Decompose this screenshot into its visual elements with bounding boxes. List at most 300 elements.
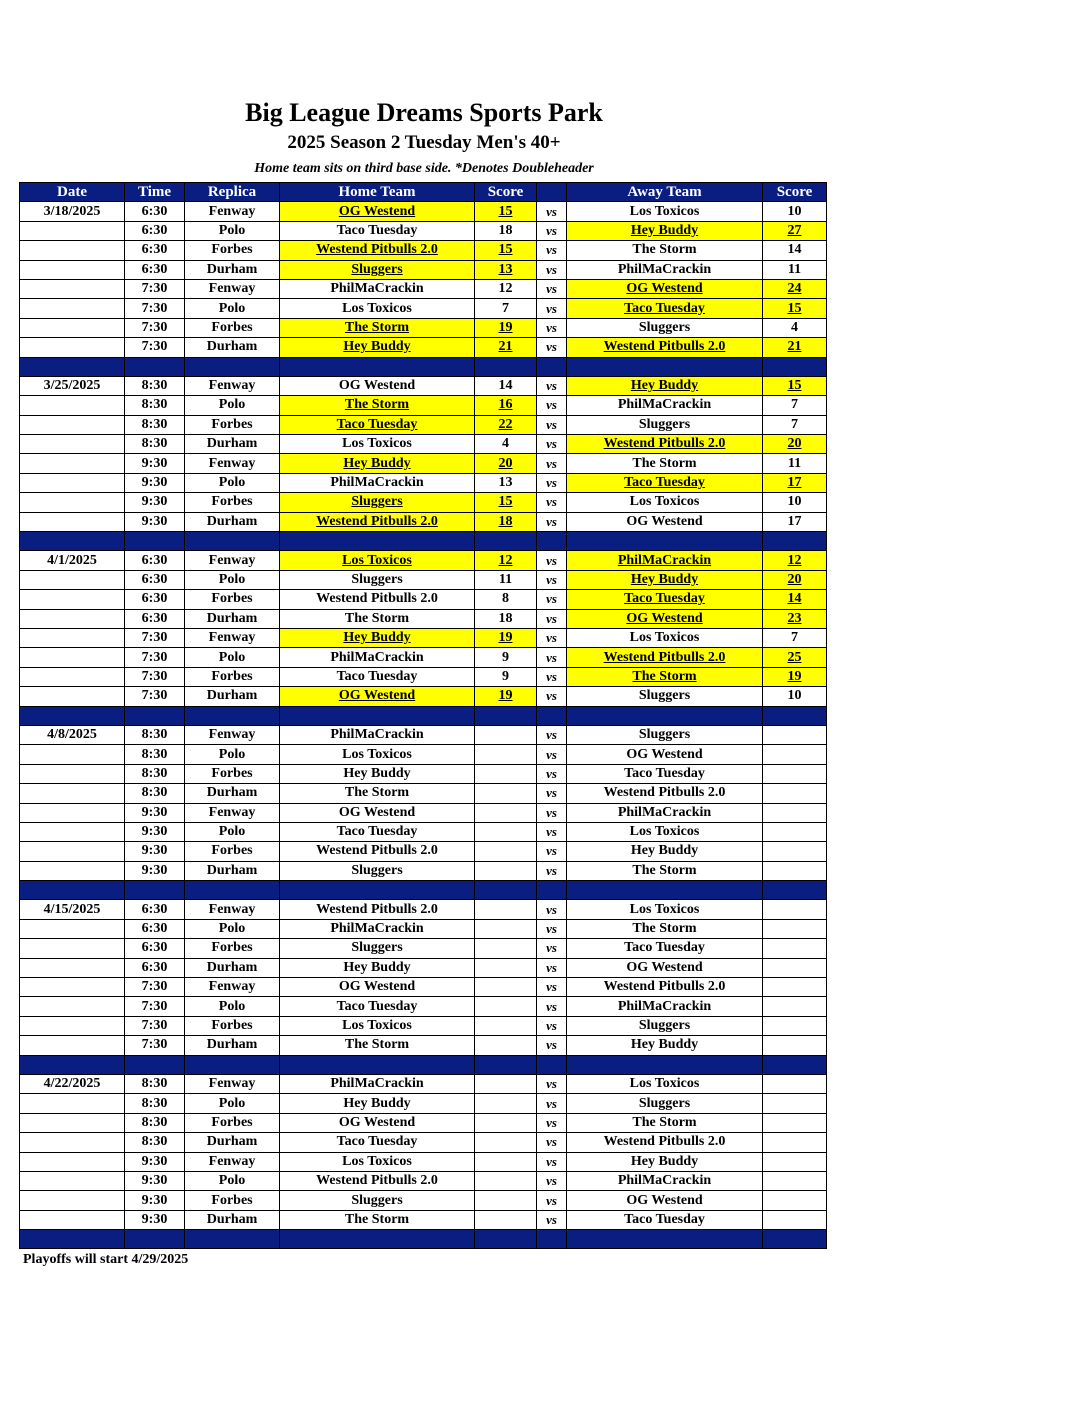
away-score (763, 745, 827, 764)
game-time: 6:30 (125, 919, 185, 938)
vs-label: vs (537, 745, 567, 764)
game-field: Fenway (185, 725, 280, 744)
vs-label: vs (537, 202, 567, 221)
game-field: Fenway (185, 628, 280, 647)
separator-cell (763, 532, 827, 551)
game-time: 9:30 (125, 1152, 185, 1171)
game-date (20, 784, 125, 803)
game-date (20, 473, 125, 492)
separator-cell (763, 706, 827, 725)
vs-label: vs (537, 1171, 567, 1190)
away-score: 11 (763, 454, 827, 473)
away-team: Hey Buddy (567, 221, 763, 240)
away-team: The Storm (567, 241, 763, 260)
table-row (20, 822, 827, 841)
home-score (475, 900, 537, 919)
away-team: OG Westend (567, 279, 763, 298)
table-row (20, 725, 827, 744)
away-team: PhilMaCrackin (567, 1171, 763, 1190)
page-subtitle: 2025 Season 2 Tuesday Men's 40+ (287, 132, 561, 153)
home-score: 15 (475, 202, 537, 221)
home-score: 15 (475, 241, 537, 260)
home-team: The Storm (280, 609, 475, 628)
away-team: The Storm (567, 919, 763, 938)
home-team: The Storm (280, 396, 475, 415)
vs-label: vs (537, 338, 567, 357)
away-team: Sluggers (567, 1094, 763, 1113)
week-separator-row (20, 357, 827, 376)
game-time: 9:30 (125, 822, 185, 841)
home-score: 19 (475, 318, 537, 337)
table-row (20, 1074, 827, 1093)
game-date: 4/8/2025 (20, 725, 125, 744)
vs-label: vs (537, 570, 567, 589)
game-date (20, 1036, 125, 1055)
game-date (20, 667, 125, 686)
home-team: The Storm (280, 318, 475, 337)
away-team: Taco Tuesday (567, 939, 763, 958)
home-score (475, 1036, 537, 1055)
game-field: Durham (185, 1036, 280, 1055)
separator-cell (185, 532, 280, 551)
vs-label: vs (537, 861, 567, 880)
table-row (20, 745, 827, 764)
game-time: 6:30 (125, 221, 185, 240)
table-row (20, 1152, 827, 1171)
game-date: 4/15/2025 (20, 900, 125, 919)
game-date (20, 279, 125, 298)
game-date (20, 1210, 125, 1229)
game-time: 8:30 (125, 396, 185, 415)
game-field: Polo (185, 570, 280, 589)
away-score (763, 939, 827, 958)
vs-label: vs (537, 318, 567, 337)
col-home-team-header: Home Team (280, 183, 475, 202)
vs-label: vs (537, 473, 567, 492)
game-date: 3/25/2025 (20, 376, 125, 395)
separator-cell (567, 1230, 763, 1249)
away-team: Sluggers (567, 415, 763, 434)
away-score: 24 (763, 279, 827, 298)
game-field: Forbes (185, 241, 280, 260)
away-team: Hey Buddy (567, 842, 763, 861)
table-row (20, 1016, 827, 1035)
table-row (20, 978, 827, 997)
game-date (20, 415, 125, 434)
away-score: 27 (763, 221, 827, 240)
home-score: 9 (475, 648, 537, 667)
game-time: 8:30 (125, 725, 185, 744)
away-team: Westend Pitbulls 2.0 (567, 435, 763, 454)
vs-label: vs (537, 435, 567, 454)
home-team: PhilMaCrackin (280, 725, 475, 744)
game-time: 8:30 (125, 376, 185, 395)
vs-label: vs (537, 1113, 567, 1132)
away-team: Westend Pitbulls 2.0 (567, 648, 763, 667)
away-score: 17 (763, 473, 827, 492)
home-score: 7 (475, 299, 537, 318)
separator-cell (185, 357, 280, 376)
separator-cell (537, 706, 567, 725)
table-row (20, 376, 827, 395)
separator-cell (125, 881, 185, 900)
away-team: OG Westend (567, 609, 763, 628)
game-date (20, 338, 125, 357)
table-row (20, 570, 827, 589)
away-team: OG Westend (567, 745, 763, 764)
vs-label: vs (537, 919, 567, 938)
away-team: The Storm (567, 861, 763, 880)
separator-cell (567, 881, 763, 900)
col-away-team-header: Away Team (567, 183, 763, 202)
home-team: PhilMaCrackin (280, 1074, 475, 1093)
vs-label: vs (537, 609, 567, 628)
away-score (763, 1210, 827, 1229)
home-team: OG Westend (280, 376, 475, 395)
home-score: 13 (475, 473, 537, 492)
away-score (763, 1152, 827, 1171)
away-team: Los Toxicos (567, 202, 763, 221)
game-date (20, 1113, 125, 1132)
away-score: 15 (763, 376, 827, 395)
vs-label: vs (537, 803, 567, 822)
away-score: 10 (763, 493, 827, 512)
vs-label: vs (537, 1152, 567, 1171)
home-team: Taco Tuesday (280, 667, 475, 686)
separator-cell (567, 706, 763, 725)
home-team: Taco Tuesday (280, 221, 475, 240)
away-team: Taco Tuesday (567, 764, 763, 783)
home-score (475, 919, 537, 938)
away-score (763, 1191, 827, 1210)
separator-cell (763, 1230, 827, 1249)
game-date (20, 648, 125, 667)
table-row (20, 687, 827, 706)
home-team: OG Westend (280, 803, 475, 822)
separator-cell (280, 357, 475, 376)
game-date: 4/22/2025 (20, 1074, 125, 1093)
vs-label: vs (537, 784, 567, 803)
separator-cell (20, 706, 125, 725)
away-team: Westend Pitbulls 2.0 (567, 338, 763, 357)
game-date (20, 822, 125, 841)
away-team: Westend Pitbulls 2.0 (567, 1133, 763, 1152)
col-time-header: Time (125, 183, 185, 202)
separator-cell (537, 532, 567, 551)
home-team: Sluggers (280, 1191, 475, 1210)
game-field: Fenway (185, 454, 280, 473)
game-field: Polo (185, 997, 280, 1016)
table-row (20, 1133, 827, 1152)
home-score (475, 784, 537, 803)
game-date (20, 919, 125, 938)
separator-cell (763, 1055, 827, 1074)
page-title: Big League Dreams Sports Park (245, 98, 603, 127)
game-date (20, 435, 125, 454)
game-time: 7:30 (125, 279, 185, 298)
game-date: 4/1/2025 (20, 551, 125, 570)
separator-cell (475, 881, 537, 900)
home-score (475, 1094, 537, 1113)
home-team: PhilMaCrackin (280, 648, 475, 667)
game-date (20, 241, 125, 260)
separator-cell (280, 706, 475, 725)
away-team: Hey Buddy (567, 570, 763, 589)
table-row (20, 784, 827, 803)
away-score (763, 725, 827, 744)
home-score (475, 842, 537, 861)
game-field: Fenway (185, 978, 280, 997)
game-field: Fenway (185, 376, 280, 395)
game-field: Forbes (185, 1016, 280, 1035)
away-score: 20 (763, 570, 827, 589)
away-score: 7 (763, 628, 827, 647)
separator-cell (475, 706, 537, 725)
away-score (763, 803, 827, 822)
week-separator-row (20, 881, 827, 900)
vs-label: vs (537, 667, 567, 686)
home-score: 22 (475, 415, 537, 434)
away-score (763, 1074, 827, 1093)
home-score: 12 (475, 551, 537, 570)
vs-label: vs (537, 260, 567, 279)
home-score: 15 (475, 493, 537, 512)
away-score (763, 1016, 827, 1035)
game-field: Forbes (185, 415, 280, 434)
away-team: PhilMaCrackin (567, 997, 763, 1016)
home-team: PhilMaCrackin (280, 473, 475, 492)
home-team: Taco Tuesday (280, 415, 475, 434)
home-team: Hey Buddy (280, 1094, 475, 1113)
home-score (475, 958, 537, 977)
home-score: 9 (475, 667, 537, 686)
game-time: 9:30 (125, 842, 185, 861)
game-field: Durham (185, 260, 280, 279)
vs-label: vs (537, 1074, 567, 1093)
separator-cell (475, 1230, 537, 1249)
game-date (20, 842, 125, 861)
playoffs-note: Playoffs will start 4/29/2025 (23, 1252, 189, 1267)
table-row (20, 803, 827, 822)
home-team: PhilMaCrackin (280, 919, 475, 938)
game-time: 9:30 (125, 473, 185, 492)
week-separator-row (20, 706, 827, 725)
home-team: Hey Buddy (280, 338, 475, 357)
vs-label: vs (537, 279, 567, 298)
away-score (763, 764, 827, 783)
separator-cell (280, 532, 475, 551)
home-score (475, 803, 537, 822)
game-date (20, 493, 125, 512)
game-field: Durham (185, 1133, 280, 1152)
home-score: 21 (475, 338, 537, 357)
home-score (475, 939, 537, 958)
away-score: 23 (763, 609, 827, 628)
home-score: 11 (475, 570, 537, 589)
separator-cell (567, 357, 763, 376)
home-team: Los Toxicos (280, 299, 475, 318)
vs-label: vs (537, 493, 567, 512)
game-time: 6:30 (125, 590, 185, 609)
game-time: 7:30 (125, 667, 185, 686)
game-field: Polo (185, 396, 280, 415)
vs-label: vs (537, 997, 567, 1016)
separator-cell (20, 357, 125, 376)
game-field: Polo (185, 221, 280, 240)
away-team: Taco Tuesday (567, 590, 763, 609)
home-score (475, 1191, 537, 1210)
separator-cell (185, 1230, 280, 1249)
vs-label: vs (537, 958, 567, 977)
game-field: Polo (185, 299, 280, 318)
away-team: The Storm (567, 1113, 763, 1132)
vs-label: vs (537, 551, 567, 570)
vs-label: vs (537, 764, 567, 783)
game-field: Forbes (185, 590, 280, 609)
game-time: 7:30 (125, 338, 185, 357)
away-team: Taco Tuesday (567, 473, 763, 492)
game-field: Fenway (185, 551, 280, 570)
game-time: 9:30 (125, 861, 185, 880)
table-row (20, 299, 827, 318)
away-team: OG Westend (567, 958, 763, 977)
home-score: 19 (475, 687, 537, 706)
table-row (20, 279, 827, 298)
game-time: 7:30 (125, 1036, 185, 1055)
home-score: 18 (475, 609, 537, 628)
game-field: Fenway (185, 803, 280, 822)
schedule-table (19, 182, 827, 1249)
game-date (20, 764, 125, 783)
col-date-header: Date (20, 183, 125, 202)
separator-cell (20, 532, 125, 551)
away-score: 19 (763, 667, 827, 686)
game-date (20, 454, 125, 473)
table-row (20, 997, 827, 1016)
table-row (20, 1210, 827, 1229)
away-team: Sluggers (567, 1016, 763, 1035)
home-team: OG Westend (280, 1113, 475, 1132)
home-team: Westend Pitbulls 2.0 (280, 512, 475, 531)
vs-label: vs (537, 396, 567, 415)
game-field: Polo (185, 822, 280, 841)
away-score (763, 900, 827, 919)
away-score: 12 (763, 551, 827, 570)
game-field: Durham (185, 1210, 280, 1229)
game-field: Polo (185, 1171, 280, 1190)
game-field: Durham (185, 861, 280, 880)
game-date (20, 1191, 125, 1210)
away-team: Hey Buddy (567, 1152, 763, 1171)
game-field: Polo (185, 745, 280, 764)
vs-label: vs (537, 376, 567, 395)
game-field: Polo (185, 919, 280, 938)
game-date: 3/18/2025 (20, 202, 125, 221)
vs-label: vs (537, 1191, 567, 1210)
home-score (475, 1074, 537, 1093)
separator-cell (280, 1055, 475, 1074)
away-score: 10 (763, 202, 827, 221)
vs-label: vs (537, 299, 567, 318)
away-score (763, 822, 827, 841)
table-row (20, 861, 827, 880)
home-team: OG Westend (280, 978, 475, 997)
home-score (475, 1210, 537, 1229)
home-team: Sluggers (280, 493, 475, 512)
away-score: 17 (763, 512, 827, 531)
away-team: Los Toxicos (567, 1074, 763, 1093)
home-team: Los Toxicos (280, 435, 475, 454)
game-time: 6:30 (125, 241, 185, 260)
away-team: Westend Pitbulls 2.0 (567, 978, 763, 997)
game-date (20, 978, 125, 997)
away-score (763, 919, 827, 938)
away-score: 14 (763, 590, 827, 609)
game-time: 8:30 (125, 435, 185, 454)
home-team: Westend Pitbulls 2.0 (280, 842, 475, 861)
vs-label: vs (537, 939, 567, 958)
separator-cell (280, 1230, 475, 1249)
game-date (20, 318, 125, 337)
away-score: 15 (763, 299, 827, 318)
game-field: Durham (185, 958, 280, 977)
game-time: 9:30 (125, 493, 185, 512)
home-team: Taco Tuesday (280, 1133, 475, 1152)
away-team: Los Toxicos (567, 493, 763, 512)
game-date (20, 1152, 125, 1171)
separator-cell (185, 706, 280, 725)
away-team: PhilMaCrackin (567, 396, 763, 415)
vs-label: vs (537, 978, 567, 997)
home-team: Los Toxicos (280, 745, 475, 764)
home-team: Hey Buddy (280, 958, 475, 977)
table-row (20, 958, 827, 977)
home-score (475, 745, 537, 764)
game-time: 6:30 (125, 900, 185, 919)
game-field: Forbes (185, 764, 280, 783)
home-score: 8 (475, 590, 537, 609)
game-time: 9:30 (125, 1171, 185, 1190)
game-field: Forbes (185, 667, 280, 686)
game-field: Fenway (185, 279, 280, 298)
table-row (20, 338, 827, 357)
away-score: 21 (763, 338, 827, 357)
vs-label: vs (537, 512, 567, 531)
home-score (475, 861, 537, 880)
away-score: 4 (763, 318, 827, 337)
game-date (20, 687, 125, 706)
away-team: Hey Buddy (567, 1036, 763, 1055)
home-score (475, 1113, 537, 1132)
separator-cell (537, 1230, 567, 1249)
separator-cell (125, 1230, 185, 1249)
away-team: Westend Pitbulls 2.0 (567, 784, 763, 803)
table-row (20, 512, 827, 531)
game-field: Durham (185, 687, 280, 706)
game-field: Polo (185, 473, 280, 492)
home-score (475, 997, 537, 1016)
away-score (763, 958, 827, 977)
game-time: 9:30 (125, 1210, 185, 1229)
table-row (20, 493, 827, 512)
separator-cell (125, 357, 185, 376)
home-score (475, 764, 537, 783)
vs-label: vs (537, 687, 567, 706)
home-score (475, 1152, 537, 1171)
home-team: Taco Tuesday (280, 997, 475, 1016)
separator-cell (763, 881, 827, 900)
home-team: Westend Pitbulls 2.0 (280, 590, 475, 609)
